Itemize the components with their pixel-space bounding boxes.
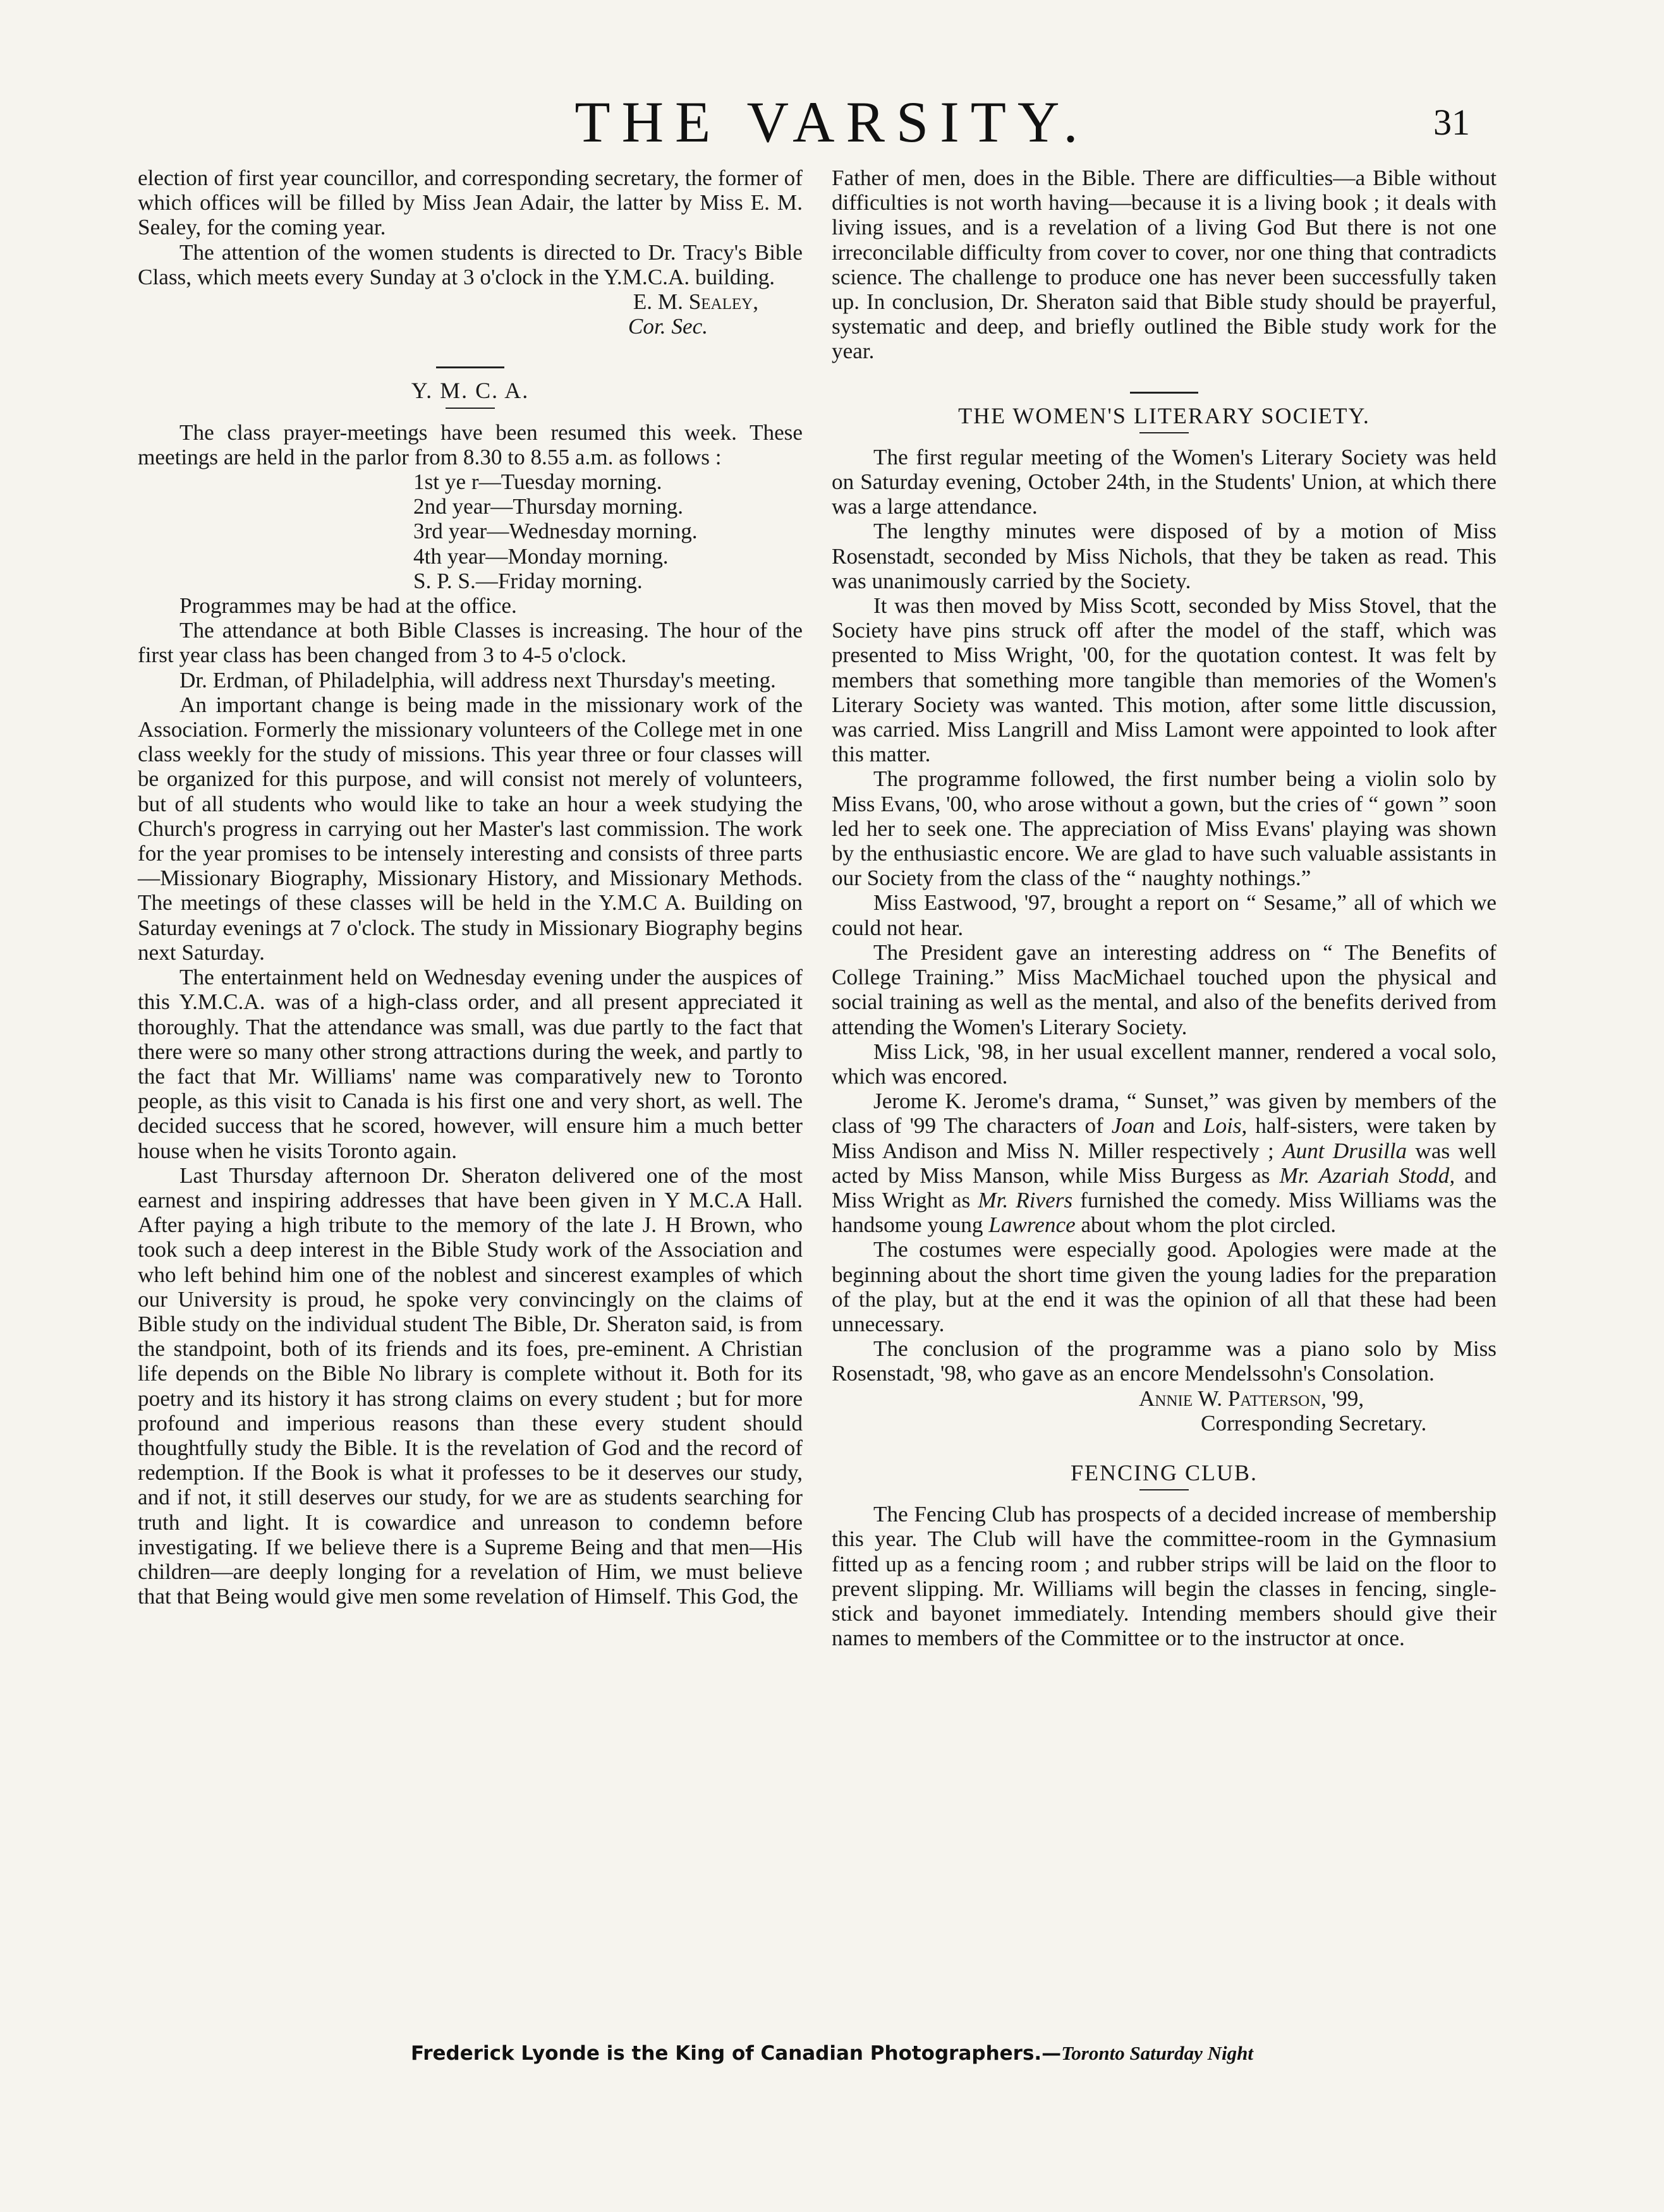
text-run: , half-sisters, were taken by Miss Andison and Miss N. Miller respectively ; bbox=[832, 1113, 1497, 1163]
section-divider bbox=[436, 366, 504, 368]
heading-underline bbox=[446, 408, 495, 409]
paragraph: Miss Lick, '98, in her usual excellent manner, rendered a vocal solo, which was encored. bbox=[832, 1039, 1497, 1089]
heading-underline bbox=[1139, 432, 1189, 433]
paragraph: The attention of the women students is directed to Dr. Tracy's Bible Class, which meets every Sunday at 3 o'clock in the Y.M.C.A. building. bbox=[138, 239, 803, 289]
list-item: 3rd year—Wednesday morning. bbox=[413, 519, 698, 544]
text-run: and bbox=[1155, 1113, 1203, 1139]
section-divider bbox=[1130, 392, 1198, 394]
signature-name: E. M. Sealey, bbox=[633, 289, 758, 315]
text-run: Jerome K. Jerome's drama, “ Sunset,” was given by members of the class of '99 The characters of bbox=[832, 1089, 1497, 1139]
footer-source: Toronto Saturday Night bbox=[1061, 2042, 1253, 2064]
paragraph: Dr. Erdman, of Philadelphia, will address next Thursday's meeting. bbox=[179, 667, 776, 692]
text-run: was well acted by Miss Manson, while Miss Burgess as bbox=[832, 1138, 1497, 1188]
paragraph: election of first year councillor, and corresponding secretary, the former of which offices will be filled by Miss Jean Adair, the latter by Miss E. M. Sealey, for the coming year. bbox=[138, 166, 803, 240]
heading-underline bbox=[1139, 1489, 1189, 1490]
paragraph: The lengthy minutes were disposed of by a motion of Miss Rosenstadt, seconded by Miss Nichols, that they be taken as read. This was unanimously carried by the Society. bbox=[832, 519, 1497, 593]
paragraph: Miss Eastwood, '97, brought a report on “ Sesame,” all of which we could not hear. bbox=[832, 890, 1497, 940]
paragraph: Father of men, does in the Bible. There are difficulties—a Bible without difficulties is not worth having—because it is a living book ; it deals with living issues, and is a revelation of a living God But there is not one irreconcilable difficulty from cover to cover, nor one thing that contradicts science. The challenge to produce one has never been successfully taken up. In conclusion, Dr. Sheraton said that Bible study should be prayerful, systematic and deep, and briefly outlined the Bible study work for the year. bbox=[832, 166, 1497, 364]
character-name: Mr. Rivers bbox=[978, 1187, 1073, 1212]
right-column bbox=[832, 166, 1497, 1650]
character-name: Aunt Drusilla bbox=[1282, 1138, 1407, 1163]
signature-title: Cor. Sec. bbox=[628, 314, 708, 339]
paragraph: The entertainment held on Wednesday evening under the auspices of this Y.M.C.A. was of a high-class order, and all present appreciated it thoroughly. That the attendance was small, was due partly to the fact that there were so many other strong attractions during the week, and partly to the fact that Mr. Williams' name was comparatively new to Toronto people, as this visit to Canada is his first one and very short, as well. The decided success that he scored, however, will ensure him a much better house when he visits Toronto again. bbox=[138, 965, 803, 1163]
paragraph: Last Thursday afternoon Dr. Sheraton delivered one of the most earnest and inspiring addresses that have been given in Y M.C.A Hall. After paying a high tribute to the memory of the late J. H Brown, who took such a deep interest in the Bible Study work of the Association and who left behind him one of the noblest and sincerest examples of which our University is proud, he spoke very convincingly on the claims of Bible study on the individual student The Bible, Dr. Sheraton said, is from the standpoint, both of its friends and its foes, pre-eminent. A Christian life depends on the Bible No library is complete without it. Both for its poetry and its history it has strong claims on every student ; but for more profound and imperious reasons than these every student should thoughtfully study the Bible. It is the revelation of God and the record of redemption. If the Book is what it professes to be it deserves our study, and if not, it still deserves our study, for we are as students searching for truth and light. It is cowardice and unreason to condemn before investigating. If we believe there is a Supreme Being and that men—His children—are deeply longing for a revelation of Him, we must believe that that Being would give men some revelation of Himself. This God, the bbox=[138, 1163, 803, 1609]
list-item: 2nd year—Thursday morning. bbox=[413, 494, 684, 519]
list-item: 1st ye r—Tuesday morning. bbox=[413, 469, 662, 495]
text-run: and Miss Wright as bbox=[832, 1163, 1497, 1212]
ymca-heading: Y. M. C. A. bbox=[411, 378, 530, 404]
paragraph: The class prayer-meetings have been resumed this week. These meetings are held in the parlor from 8.30 to 8.55 a.m. as follows : bbox=[138, 420, 803, 469]
character-name: Joan bbox=[1111, 1113, 1155, 1139]
paragraph: The President gave an interesting address on “ The Benefits of College Training.” Miss MacMichael touched upon the physical and social training as well as the mental, and also of the benefits derived from attending the Women's Literary Society. bbox=[832, 940, 1497, 1039]
text-run: furnished the comedy. Miss Williams was the handsome young bbox=[832, 1187, 1497, 1238]
paragraph: The Fencing Club has prospects of a decided increase of membership this year. The Club will have the committee-room in the Gymnasium fitted up as a fencing room ; and rubber strips will be laid on the floor to prevent slipping. Mr. Williams will begin the classes in fencing, single-stick and bayonet immediately. Intending members should give their names to members of the Committee or to the instructor at once. bbox=[832, 1502, 1497, 1651]
paragraph: The conclusion of the programme was a piano solo by Miss Rosenstadt, '98, who gave as an encore Mendelssohn's Consolation. bbox=[832, 1336, 1497, 1386]
paragraph: It was then moved by Miss Scott, seconded by Miss Stovel, that the Society have pins struck off after the model of the staff, which was presented to Miss Wright, '00, for the quotation contest. It was felt by members that something more tangible than memories of the Women's Literary Society was wanted. This motion, after some little discussion, was carried. Miss Langrill and Miss Lamont were appointed to look after this matter. bbox=[832, 593, 1497, 767]
womens-literary-heading: THE WOMEN'S LITERARY SOCIETY. bbox=[958, 402, 1370, 428]
masthead-title: THE VARSITY. bbox=[574, 90, 1090, 154]
text-run: about whom the plot circled. bbox=[1075, 1212, 1337, 1238]
paragraph: An important change is being made in the missionary work of the Association. Formerly the missionary volunteers of the College met in one class weekly for the study of missions. This year three or four classes will be organized for this purpose, and will consist not merely of volunteers, but of all students who would like to take an hour a week studying the Church's progress in carrying out her Master's last commission. The work for the year promises to be intensely interesting and consists of three parts—Missionary Biography, Missionary History, and Missionary Methods. The meetings of these classes will be held in the Y.M.C A. Building on Saturday evenings at 7 o'clock. The study in Missionary Biography begins next Saturday. bbox=[138, 692, 803, 965]
fencing-heading: FENCING CLUB. bbox=[1070, 1460, 1258, 1485]
paragraph: The first regular meeting of the Women's Literary Society was held on Saturday evening, October 24th, in the Students' Union, at which there was a large attendance. bbox=[832, 444, 1497, 519]
paragraph: The costumes were especially good. Apologies were made at the beginning about the short time given the young ladies for the preparation of the play, but at the end it was the opinion of all that these had been unnecessary. bbox=[832, 1237, 1497, 1336]
footer-text: Frederick Lyonde is the King of Canadian Photographers.— bbox=[411, 2042, 1062, 2065]
footer-advertisement bbox=[0, 2042, 1664, 2065]
page-number: 31 bbox=[1433, 102, 1470, 143]
left-column bbox=[138, 166, 803, 1609]
list-item: S. P. S.—Friday morning. bbox=[413, 568, 643, 593]
signature-name: Annie W. Patterson, '99, bbox=[1139, 1386, 1364, 1411]
paragraph: The programme followed, the first number being a violin solo by Miss Evans, '00, who arose without a gown, but the cries of “ gown ” soon led her to seek one. The appreciation of Miss Evans' playing was shown by the enthusiastic encore. We are glad to have such valuable assistants in our Society from the class of the “ naughty nothings.” bbox=[832, 766, 1497, 891]
paragraph: The attendance at both Bible Classes is increasing. The hour of the first year class has been changed from 3 to 4-5 o'clock. bbox=[138, 618, 803, 668]
character-name: Mr. Azariah Stodd, bbox=[1279, 1163, 1455, 1188]
signature-title: Corresponding Secretary. bbox=[1201, 1410, 1427, 1435]
character-name: Lawrence bbox=[988, 1212, 1076, 1238]
list-item: 4th year—Monday morning. bbox=[413, 543, 669, 569]
paragraph: Programmes may be had at the office. bbox=[179, 593, 517, 619]
paragraph bbox=[832, 1089, 1497, 1237]
character-name: Lois bbox=[1203, 1113, 1242, 1139]
schedule-list bbox=[138, 469, 803, 593]
